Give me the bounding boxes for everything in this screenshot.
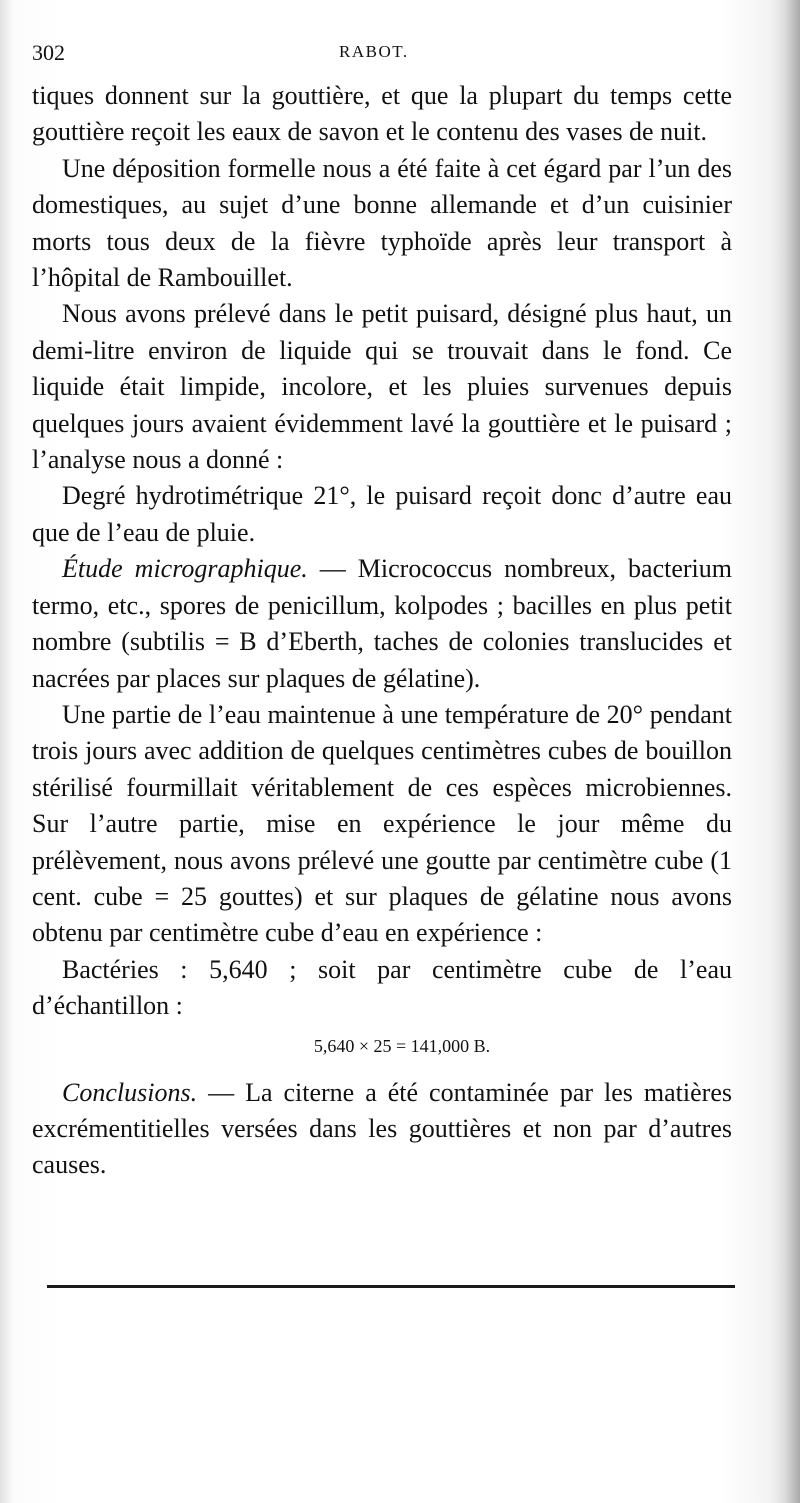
paragraph-sampling: Nous avons prélevé dans le petit puisard, désigné plus haut, un demi-litre environ de liquide qui se trouvait dans le fond. Ce liquide était limpide, incolore, et les pluies survenues depuis quelques jours avaient évidemment lavé la gouttière et le puisard ; l’analyse nous a donné :: [32, 299, 732, 475]
conclusions-heading: Conclusions.: [62, 1077, 198, 1107]
paragraph-culture: Une partie de l’eau maintenue à une température de 20° pendant trois jours avec addition de quelques centimètres cubes de bouillon stérilisé fourmillait véritablement de ces espèces microbiennes. Sur l’autre partie, mise en expérience le jour même du prélèvement, nous avons prélevé une goutte par centimètre cube (1 cent. cube = 25 gouttes) et sur plaques de gélatine nous avons obtenu par centimètre cube d’eau en expérience :: [32, 699, 732, 948]
paragraph-bacteria-count: Bactéries : 5,640 ; soit par centimètre cube de l’eau d’échantillon :: [32, 954, 732, 1021]
body-text: [32, 78, 732, 1184]
paragraph-continuation: tiques donnent sur la gouttière, et que la plupart du temps cette gouttière reçoit les eaux de savon et le contenu des vases de nuit.: [32, 81, 732, 147]
paragraph-deposition: Une déposition formelle nous a été faite à cet égard par l’un des domestiques, au sujet d’une bonne allemande et d’un cuisinier morts tous deux de la fièvre typhoïde après leur transport à l’hôpital de Rambouillet.: [32, 153, 732, 293]
page-number: 302: [32, 40, 65, 65]
micrographic-study-heading: Étude micrographique.: [62, 554, 308, 584]
page-binding-shadow: [768, 0, 800, 1503]
bacteria-formula: 5,640 × 25 = 141,000 B.: [313, 1035, 491, 1056]
conclusions-text: — La citerne a été contaminée par les matières excrémentitielles versées dans les gouttières et non par d’autres causes.: [32, 1077, 732, 1180]
running-head: [32, 40, 722, 70]
running-title: RABOT.: [339, 42, 409, 61]
paragraph-hydrotimetric: Degré hydrotimétrique 21°, le puisard reçoit donc d’autre eau que de l’eau de pluie.: [32, 481, 732, 547]
page-left-shadow: [0, 0, 14, 1503]
section-end-rule: [47, 1285, 735, 1288]
paragraph-micrographic-study: [32, 551, 732, 697]
paragraph-conclusions: [32, 1075, 732, 1184]
micrographic-study-text: — Micrococcus nombreux, bacterium termo, etc., spores de penicillum, kolpodes ; bacilles en plus petit nombre (subtilis = B d’Eberth, taches de colonies translucides et nacrées par places sur plaques de gélatine).: [32, 554, 732, 693]
